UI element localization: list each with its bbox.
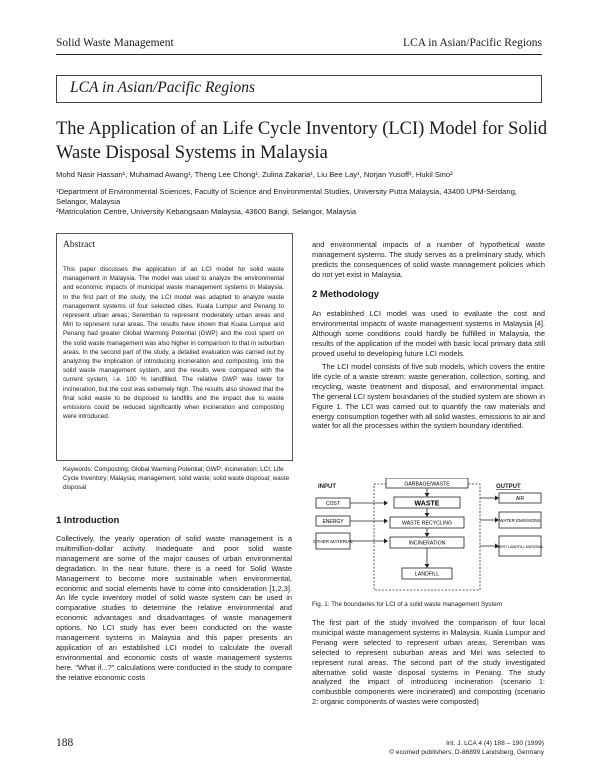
affiliation-2: ²Matriculation Centre, University Kebangsaan Malaysia, 43600 Bangi, Selangor, Malaysia	[56, 207, 357, 216]
input-arrowhead-cost	[384, 501, 388, 506]
label-cost: COST	[326, 501, 340, 507]
label-landfill: LANDFILL	[414, 571, 440, 578]
figure-lci-boundaries	[312, 478, 546, 598]
section-label: LCA in Asian/Pacific Regions	[70, 79, 255, 96]
arrowhead-4	[425, 564, 430, 568]
paper-title: The Application of an Life Cycle Inventory (LCI) Model for Solid Waste Disposal Systems in Malaysia	[56, 119, 548, 163]
arrowhead-3	[425, 533, 430, 537]
label-energy: ENERGY	[322, 519, 344, 525]
header-rule	[56, 54, 542, 55]
figure-output-label: OUTPUT	[496, 484, 521, 490]
output-arrowhead-water	[495, 518, 499, 523]
arrowhead-2	[425, 513, 430, 517]
arrowhead-1	[425, 493, 430, 497]
results-paragraph: The first part of the study involved the comparison of four local municipal waste management systems in Malaysia. Kuala Lumpur and Penang were selected to represent urban areas, Seremban was selected to represent suburban areas and Miri was selected to represent rural areas. The second part of the study investigated alternative solid waste disposal systems in Penang. The study analyzed the impact of introducing incineration (scenario 1: combustible components were incinerated) and composting (scenario 2: organic components of wastes were composted)	[312, 618, 545, 707]
affiliation-1: ¹Department of Environmental Sciences, Faculty of Science and Environmental Studies, University Putra Malaysia, 43400 UPM-Serdang, Selangor, Malaysia	[56, 187, 517, 206]
input-arrowhead-material	[384, 539, 388, 544]
output-arrowhead-air	[495, 496, 499, 501]
methodology-paragraph-2: The LCI model consists of five sub models, which covers the entire life cycle of a waste stream: waste generation, collection, sorting, and recycling, waste treatment and disposal, and environmental impact. The general LCI system boundaries of the studied system are shown in Figure 1. The LCI was carried out to quantify the raw materials and energy consumption together with all solid wastes, emissions to air and water for all the processes within the system boundary identified.	[312, 362, 545, 431]
methodology-heading: 2 Methodology	[312, 289, 380, 300]
abstract-text: This paper discusses the application of an LCI model for solid waste management in Malaysia. The model was used to analyze the environmental and economic impacts of municipal waste management systems in Malaysia. In the first part of the study, the LCI model was adapted to analyze waste management systems of four selected cities. Kuala Lumpur and Penang to represent urban areas; Seremban to represent moderately urban areas and Miri to represent rural areas. The results have shown that Kuala Lumpur and Penang had greater Global Warming Potential (GWP) and the cost spent on the solid waste management was also higher in comparison to that in suburban areas. In the second part of the study, a detailed evaluation was carried out by analyzing the implication of introducing incineration and composting, into the solid waste management system, and the results were compared with the current system, i.e. 100 % landfilled. The relative GWP was lower for incineration, but the cost was extremely high. The results also showed that the final solid waste to be disposed to landfills and the impact due to waste emissions could be reduced significantly when incineration and composting were introduced.	[63, 266, 284, 421]
introduction-heading: 1 Introduction	[56, 515, 120, 526]
author-list: Mohd Nasir Hassan¹, Muhamad Awang¹, Theng Lee Chong¹, Zulina Zakaria¹, Liu Bee Lay¹, Norjan Yusoff¹, Hukil Sino²	[56, 170, 453, 179]
introduction-text: Collectively, the yearly operation of solid waste management is a multimillion-dollar activity. Inadequate and poor solid waste management are some of the major causes of urban environmental degradation. In the near future, there is a need for Solid Waste Management to become more sustainable when environmental, economic and social elements have to come into consideration [1,2,3]. An life cycle inventory model of solid waste system can be used in comparative studies to determine the relative environmental and economic advantages and disadvantages of waste management options. No LCI study has ever been conducted on the waste management systems in Malaysia and this paper presents an application of an established LCI model to calculate the overall environmental and economic costs of waste management systems here. "What if...?" calculations were conducted in the study to compare the relative economic costs	[56, 534, 292, 682]
figure-input-label: INPUT	[318, 484, 336, 490]
journal-citation	[360, 739, 544, 757]
label-incineration: INCINERATION	[408, 540, 446, 547]
label-waste-recycling: WASTE RECYCLING	[402, 520, 452, 527]
publisher-notice: © ecomed publishers, D-86899 Landsberg, Germany	[389, 749, 544, 756]
continued-paragraph: and environmental impacts of a number of hypothetical waste management systems. The study serves as a preliminary study, which predicts the consequences of solid waste management policies which do not yet exist in Malaysia.	[312, 240, 545, 279]
running-header-right: LCA in Asian/Pacific Regions	[403, 37, 542, 49]
label-waste: WASTE	[414, 500, 440, 508]
label-other-material: OTHER MATERIAL	[313, 539, 353, 544]
abstract-heading: Abstract	[63, 240, 96, 250]
running-header-left: Solid Waste Management	[56, 37, 174, 49]
affiliations	[56, 187, 546, 217]
figure-caption: Fig. 1: The boundaries for LCI of a solid waste management System	[312, 601, 502, 608]
label-air: AIR	[515, 496, 525, 502]
label-inert-landfill-material: INERT LANDFILL MATERIAL	[496, 545, 544, 549]
label-water-emissions: WATER EMISSIONS	[499, 518, 541, 523]
methodology-paragraph-1: An established LCI model was used to evaluate the cost and environmental impacts of waste management systems in Malaysia [4]. Although some conditions could hardly be fulfilled in Malaysia, the results of the application of the model with basic local primary data still proved useful to developing future LCI models.	[312, 309, 545, 358]
keywords: Keywords: Composting; Global Warming Potential; GWP; incineration; LCI; Life Cycle Inventory; Malaysia; management, solid waste; solid waste disposal; waste disposal	[63, 466, 290, 492]
page-number: 188	[56, 737, 74, 749]
journal-reference: Int. J. LCA 4 (4) 188 – 190 (1999)	[446, 740, 544, 747]
input-arrowhead-energy	[384, 519, 388, 524]
label-garbage-waste: GARBAGE/WASTE	[404, 481, 450, 488]
